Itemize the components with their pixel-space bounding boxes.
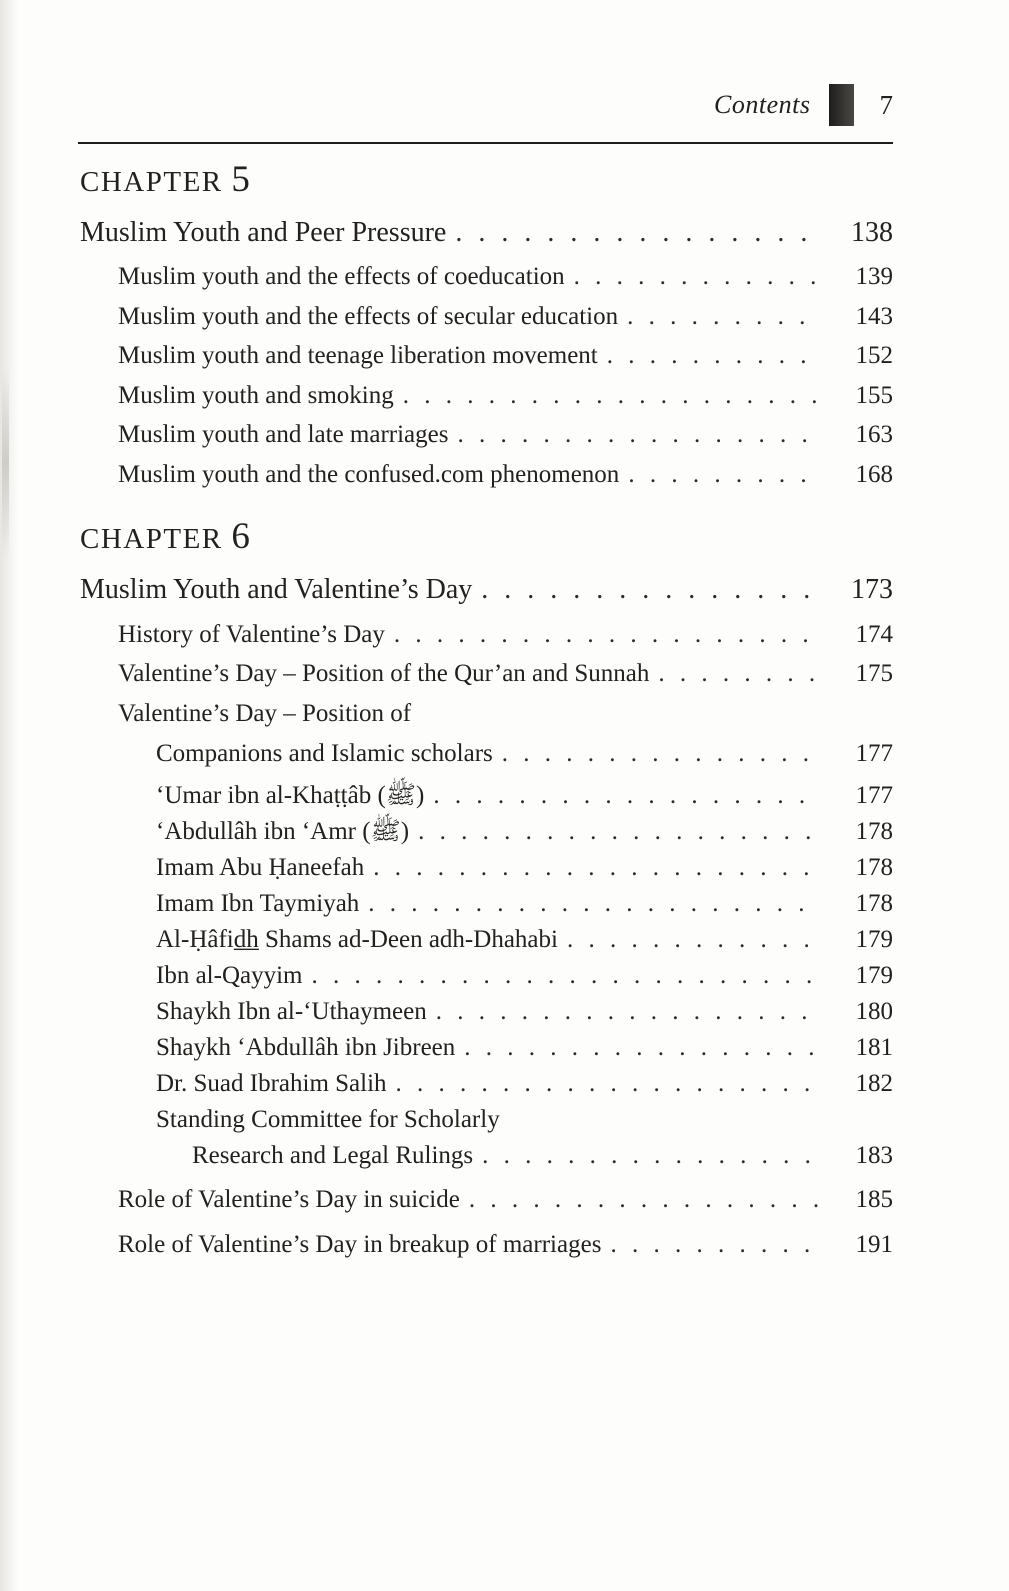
toc-entry [80, 1068, 893, 1101]
toc-entry-title: Al-Ḥâfid̲h̲ Shams ad-Deen adh-Dhahabi [156, 925, 558, 953]
toc-entry [80, 301, 893, 334]
toc-page-number: 182 [855, 1069, 893, 1097]
toc-page-number: 173 [851, 574, 893, 606]
toc-entry [80, 380, 893, 413]
toc-entry-title: Muslim youth and smoking [118, 381, 394, 409]
dot-leader [628, 459, 821, 492]
dot-leader [455, 215, 821, 251]
dot-leader [607, 340, 821, 373]
dot-leader [396, 1068, 821, 1101]
dot-leader [311, 960, 821, 993]
toc-page-number: 185 [855, 1186, 893, 1214]
toc-entry-title: Muslim youth and the effects of secular education [118, 302, 619, 330]
toc-page-number: 183 [855, 1141, 893, 1169]
toc-page-number: 139 [855, 263, 893, 291]
toc-entry [80, 340, 893, 373]
toc-entry-title: Imam Ibn Taymiyah [156, 889, 360, 917]
dot-leader [433, 780, 821, 813]
toc-page-number: 155 [855, 381, 893, 409]
chapter-section [80, 158, 893, 491]
toc-entry [80, 1032, 893, 1065]
toc-entry-title: Dr. Suad Ibrahim Salih [156, 1069, 387, 1097]
toc-page-number: 168 [855, 460, 893, 488]
dot-leader [436, 996, 821, 1029]
toc-page-number: 179 [855, 961, 893, 989]
toc-entry-title: Muslim youth and the confused.com phenomenon [118, 460, 620, 488]
toc-entry [80, 852, 893, 885]
chapter-label: CHAPTER [80, 523, 232, 556]
toc-page-number: 152 [855, 342, 893, 370]
toc [80, 156, 893, 1268]
chapter-heading [80, 158, 893, 201]
dot-leader [469, 1184, 821, 1217]
toc-entry [80, 738, 893, 771]
dot-leader [464, 1032, 821, 1065]
toc-page-number: 174 [855, 620, 893, 648]
toc-entry [80, 1104, 893, 1137]
toc-entry-title: Role of Valentine’s Day in breakup of marriages [118, 1230, 602, 1258]
toc-entry-title: Muslim youth and teenage liberation movement [118, 342, 598, 370]
dot-leader [482, 1140, 821, 1173]
toc-entry [80, 960, 893, 993]
header-ornament-block [829, 84, 854, 126]
chapter-heading [80, 515, 893, 558]
toc-entry-title: Role of Valentine’s Day in suicide [118, 1186, 460, 1214]
toc-page-number: 179 [855, 925, 893, 953]
toc-entry-title: Muslim Youth and Peer Pressure [80, 217, 447, 248]
scan-smudge [2, 368, 9, 558]
toc-entry [80, 888, 893, 921]
toc-entry-title: Ibn al-Qayyim [156, 961, 303, 989]
toc-entry [80, 924, 893, 957]
toc-entry-title: Shaykh Ibn al-‘Uthaymeen [156, 997, 427, 1025]
dot-leader [567, 924, 821, 957]
toc-page-number: 177 [855, 781, 893, 809]
dot-leader [403, 380, 821, 413]
toc-page-number: 138 [851, 217, 893, 248]
toc-page-number: 143 [855, 302, 893, 330]
toc-entry [80, 261, 893, 294]
dot-leader [481, 572, 821, 608]
toc-entry-title: Muslim youth and late marriages [118, 421, 449, 449]
toc-page-number: 178 [855, 889, 893, 917]
dot-leader [502, 738, 821, 771]
toc-entry [80, 698, 893, 731]
toc-entry-title: Standing Committee for Scholarly [156, 1105, 500, 1133]
toc-entry [80, 1229, 893, 1262]
chapter-number: 5 [231, 159, 250, 200]
dot-leader [418, 816, 821, 849]
toc-page-number: 180 [855, 997, 893, 1025]
toc-entry [80, 658, 893, 691]
toc-entry-title: Research and Legal Rulings [192, 1141, 474, 1169]
toc-entry-title: Valentine’s Day – Position of the Qur’an and Sunnah [118, 660, 650, 688]
dot-leader [574, 261, 821, 294]
toc-entry [80, 459, 893, 492]
toc-entry-title: ‘Umar ibn al-Khaṭṭâb (ﷺ) [156, 781, 425, 809]
toc-page-number: 178 [855, 817, 893, 845]
toc-entry-title: Muslim youth and the effects of coeducation [118, 263, 565, 291]
toc-entry [80, 1140, 893, 1173]
toc-entry-title: Muslim Youth and Valentine’s Day [80, 574, 473, 606]
toc-entry [80, 996, 893, 1029]
toc-entry [80, 572, 893, 608]
toc-entry-title: Imam Abu Ḥaneefah [156, 853, 365, 881]
toc-entry-title: Companions and Islamic scholars [156, 740, 493, 768]
toc-page-number: 191 [855, 1230, 893, 1258]
toc-entry [80, 215, 893, 251]
dot-leader [627, 301, 821, 334]
scan-edge-shadow [0, 0, 18, 1591]
toc-entry [80, 619, 893, 652]
toc-entry-title: ‘Abdullâh ibn ‘Amr (ﷺ) [156, 817, 410, 845]
header-rule [78, 142, 893, 144]
toc-entry-title: Valentine’s Day – Position of [118, 699, 412, 727]
toc-entry [80, 1184, 893, 1217]
toc-page-number: 181 [855, 1033, 893, 1061]
chapter-number: 6 [231, 516, 250, 558]
toc-entry-title: Shaykh ‘Abdullâh ibn Jibreen [156, 1033, 456, 1061]
toc-entry [80, 780, 893, 813]
dot-leader [373, 852, 821, 885]
chapter-section [80, 515, 893, 1261]
folio-page-number: 7 [879, 89, 893, 120]
toc-page-number: 175 [855, 660, 893, 688]
dot-leader [610, 1229, 821, 1262]
dot-leader [368, 888, 821, 921]
page-header [78, 84, 893, 126]
dot-leader [457, 419, 821, 452]
toc-entry [80, 816, 893, 849]
toc-page-number: 163 [855, 421, 893, 449]
dot-leader [394, 619, 821, 652]
toc-page-number: 178 [855, 853, 893, 881]
toc-entry-title: History of Valentine’s Day [118, 620, 385, 648]
toc-entry [80, 419, 893, 452]
running-title: Contents [714, 90, 811, 119]
chapter-label: CHAPTER [80, 166, 232, 198]
toc-page-number: 177 [855, 740, 893, 768]
dot-leader [658, 658, 821, 691]
